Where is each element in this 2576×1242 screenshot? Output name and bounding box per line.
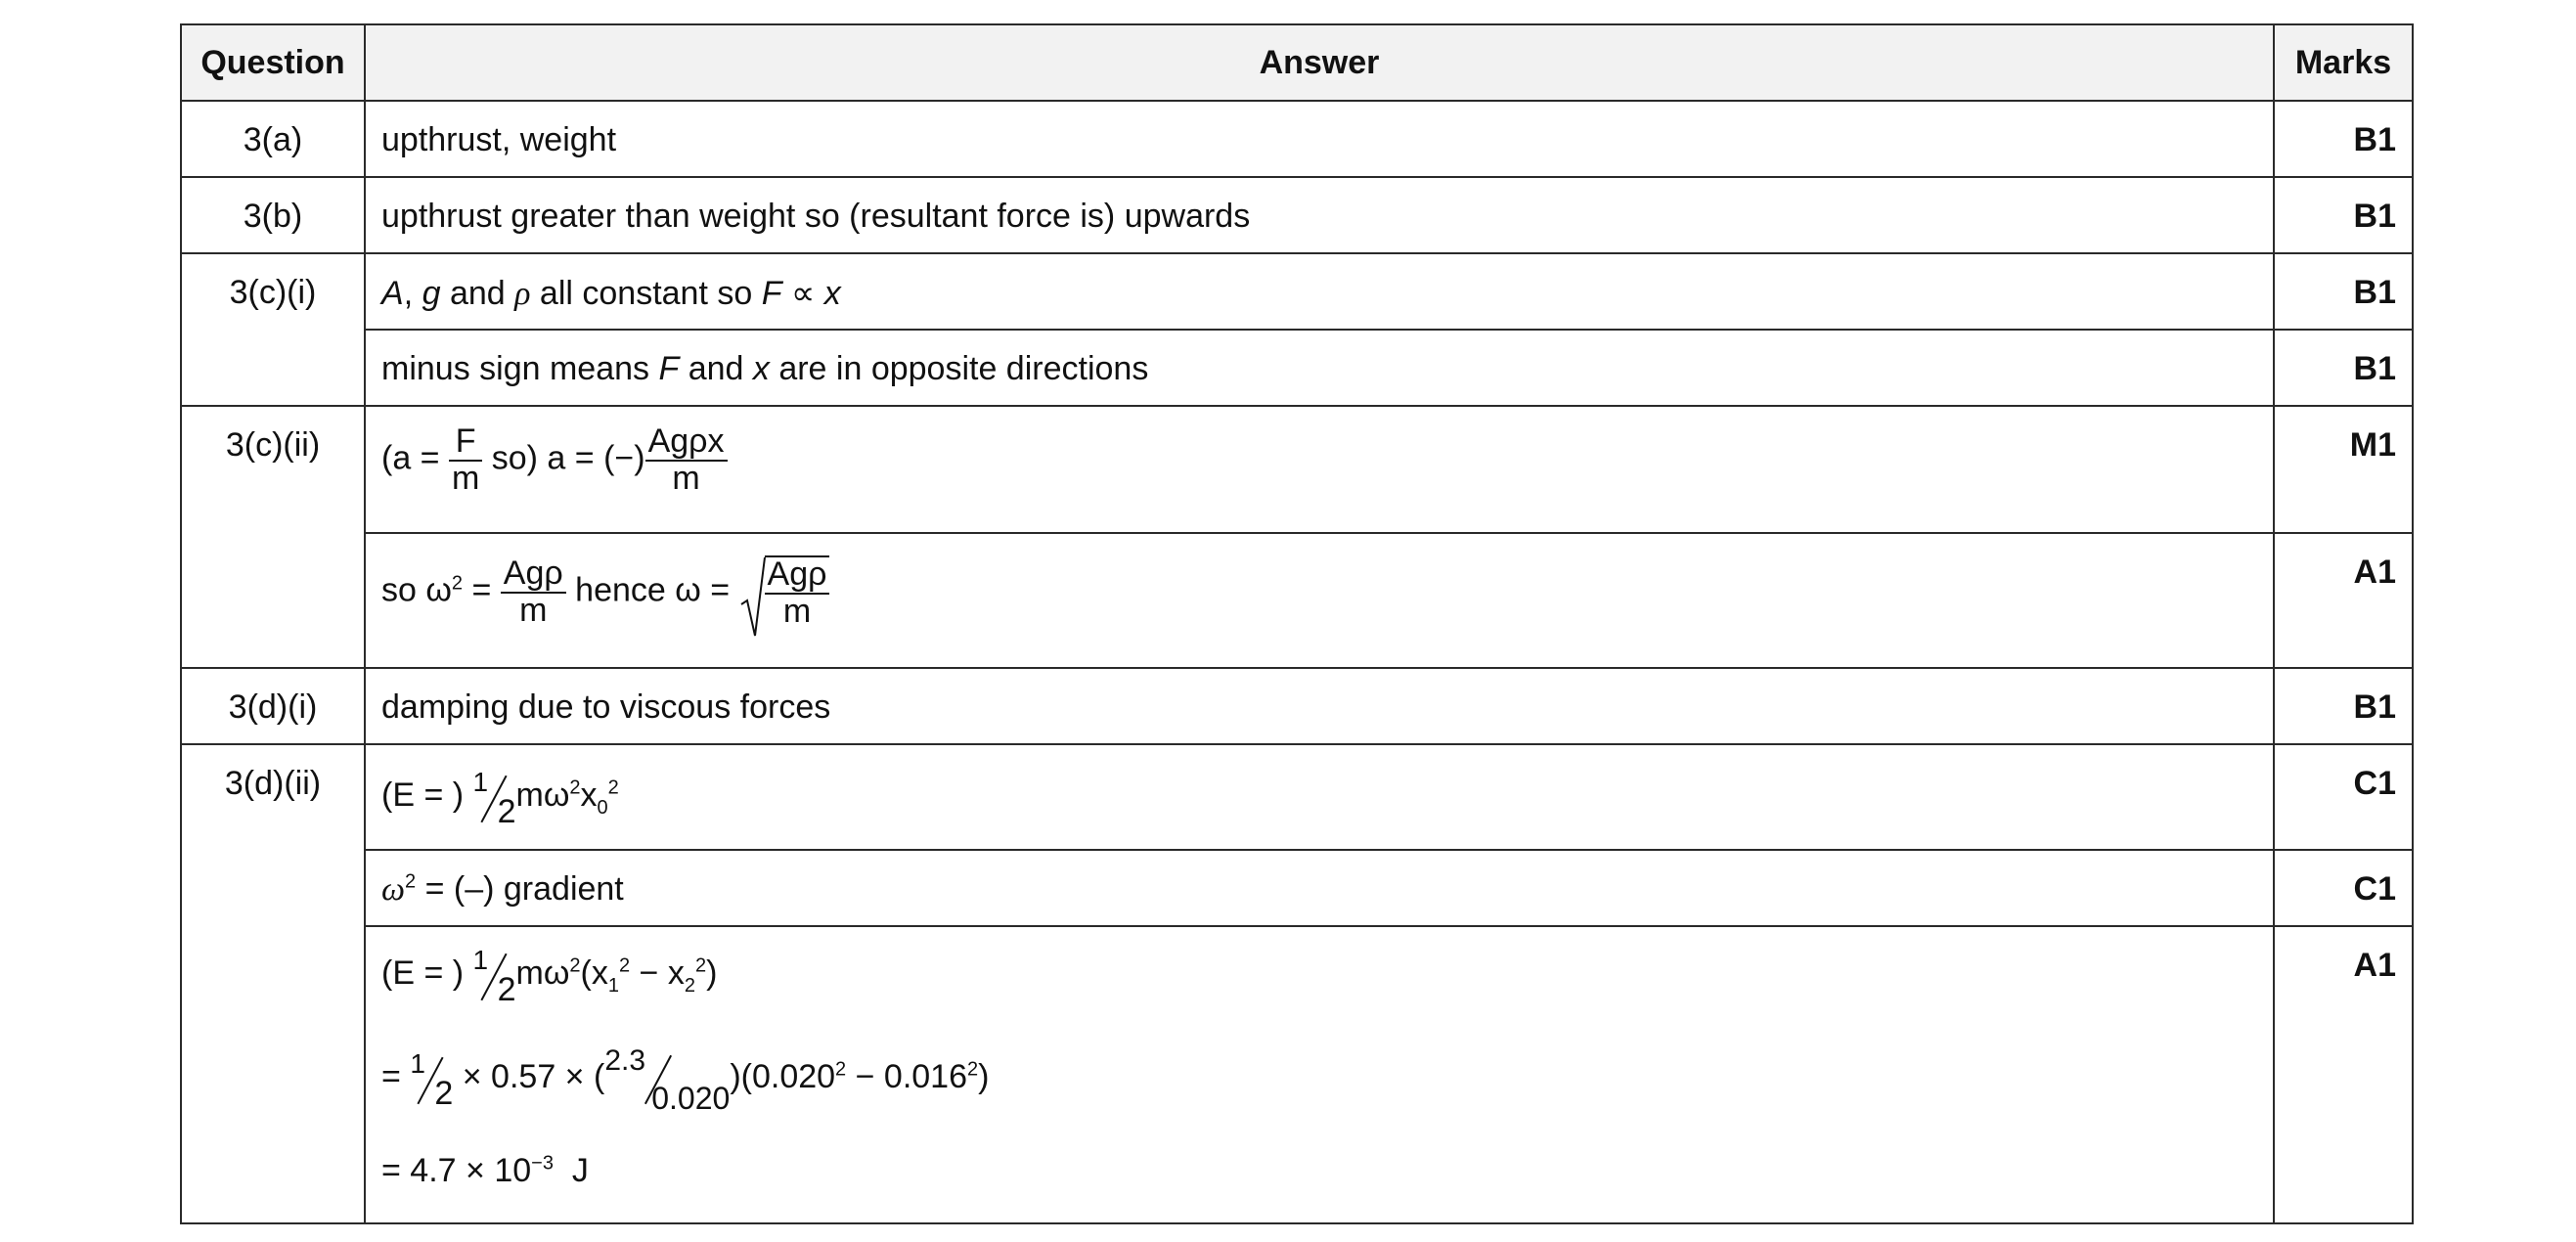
fraction: $\frac{F}{m}$ [449, 424, 482, 496]
answer-cell: $\omega^2$ = (–) gradient [365, 850, 2274, 926]
result-line: = $4.7 \times 10^{-3}$ J [381, 1152, 589, 1189]
header-marks: Marks [2274, 24, 2413, 101]
mark-scheme-table [180, 23, 2414, 1224]
substitution-line: = 1 2 × 0.57 × ( 2.3 0.020 )$(0.020^2 - 0.016^2)$ [381, 1044, 990, 1116]
answer-cell: (a = $\frac{F}{m}$ so) a = (−) $\frac{\text{Agρx}}{m}$ [365, 406, 2274, 533]
question-cell: 3(c)(ii) [181, 406, 365, 668]
half-fraction: 1 2 [472, 945, 516, 1008]
mark-cell: B1 [2274, 101, 2413, 177]
table-row [181, 253, 2413, 330]
answer-cell: (E = ) 1 2 $m\omega^2x_0^2$ [365, 744, 2274, 850]
answer-cell: upthrust greater than weight so (resultant force is) upwards [365, 177, 2274, 253]
fraction: $\frac{\text{Agρx}}{m}$ [645, 424, 728, 496]
mark-cell: C1 [2274, 744, 2413, 850]
table-row [181, 850, 2413, 926]
fraction: $\frac{\text{Agρ}}{m}$ [765, 555, 830, 629]
half-fraction: 1 2 [410, 1048, 454, 1112]
mark-cell: B1 [2274, 330, 2413, 406]
square-root [739, 555, 830, 629]
question-cell: 3(c)(i) [181, 253, 365, 406]
header-question: Question [181, 24, 365, 101]
question-cell: 3(d)(i) [181, 668, 365, 744]
radical-sign-icon [739, 555, 767, 638]
half-fraction: 1 2 [472, 767, 516, 830]
table-row [181, 533, 2413, 668]
table-row [181, 926, 2413, 1223]
answer-cell: minus sign means F and x are in opposite directions [365, 330, 2274, 406]
header-row [181, 24, 2413, 101]
answer-cell: damping due to viscous forces [365, 668, 2274, 744]
question-cell: 3(a) [181, 101, 365, 177]
answer-cell: so $\omega^2$ = $\frac{\text{Agρ}}{m}$ hence ω = $\frac{\text{Agρ}}{m}$ [365, 533, 2274, 668]
answer-cell: upthrust, weight [365, 101, 2274, 177]
table-row [181, 406, 2413, 533]
table-row [181, 744, 2413, 850]
energy-expression-line: (E = ) 1 2 $m\omega^2(x_1^2 - x_2^2)$ [381, 945, 718, 1008]
answer-cell: A, g and ρ all constant so F ∝ x [365, 253, 2274, 330]
mark-cell: B1 [2274, 668, 2413, 744]
mark-cell: C1 [2274, 850, 2413, 926]
mark-cell: A1 [2274, 533, 2413, 668]
answer-cell [365, 926, 2274, 1223]
table-row [181, 330, 2413, 406]
question-cell: 3(d)(ii) [181, 744, 365, 1223]
mark-cell: A1 [2274, 926, 2413, 1223]
table-row [181, 668, 2413, 744]
header-answer: Answer [365, 24, 2274, 101]
table-row [181, 101, 2413, 177]
mark-cell: B1 [2274, 253, 2413, 330]
table-row [181, 177, 2413, 253]
fraction: $\frac{\text{Agρ}}{m}$ [501, 556, 566, 628]
question-cell: 3(b) [181, 177, 365, 253]
mark-cell: M1 [2274, 406, 2413, 533]
slash-fraction: 2.3 0.020 [604, 1044, 731, 1116]
mark-cell: B1 [2274, 177, 2413, 253]
